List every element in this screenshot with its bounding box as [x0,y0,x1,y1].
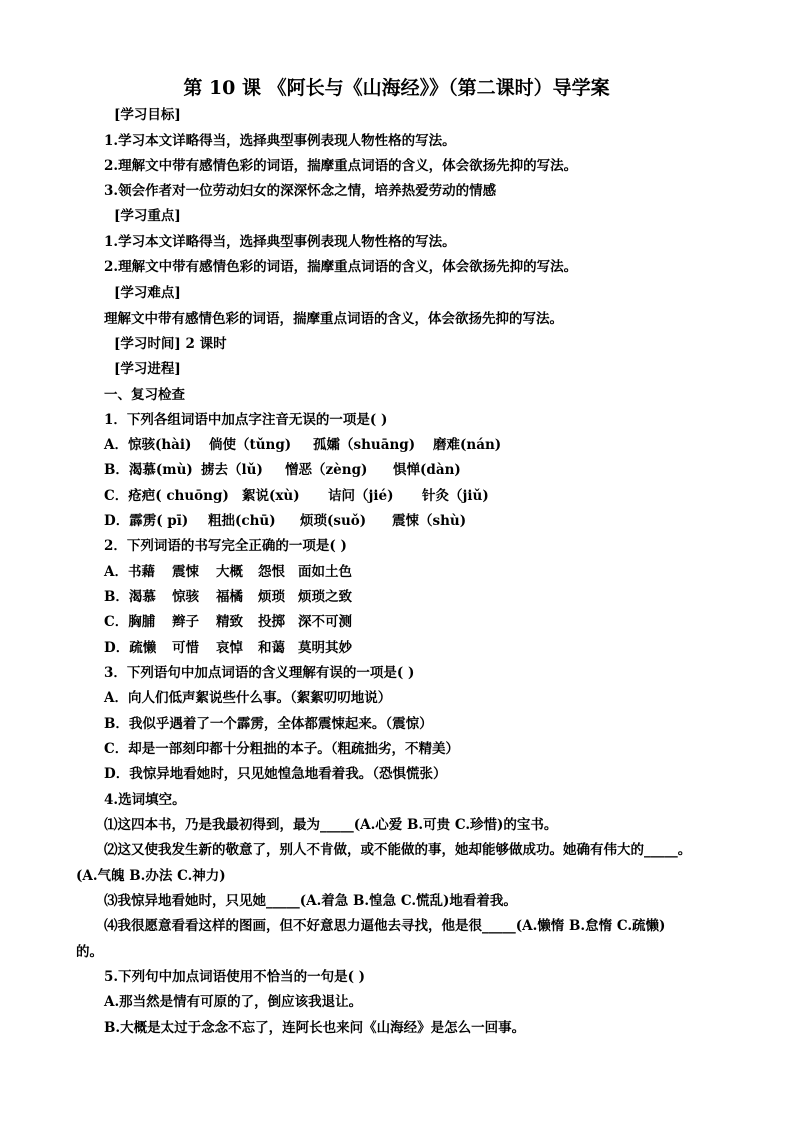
q1-b-1: B．渴慕(mù) [104,462,193,478]
q2-a-5: 面如土色 [298,564,352,580]
goal-2: 2.理解文中带有感情色彩的词语，揣摩重点词语的含义，体会欲扬先抑的写法。 [104,158,578,174]
q2-b-3: 福橘 [216,589,243,605]
q1-d-4: 震悚（shù) [392,513,467,529]
q2-option-d [104,639,352,657]
q1-b-2: 掳去（lǔ) [201,462,263,478]
q3-option-c: C．却是一部刻印都十分粗拙的本子。（粗疏拙劣，不精美） [104,741,459,757]
q1-c-2: 絮说(xù) [242,488,300,504]
q1-a-4: 磨难(nán) [433,437,502,453]
difficulty-text: 理解文中带有感情色彩的词语，揣摩重点词语的含义，体会欲扬先抑的写法。 [104,311,563,327]
focus-2: 2.理解文中带有感情色彩的词语，揣摩重点词语的含义，体会欲扬先抑的写法。 [104,259,578,275]
goals-header: [学习目标] [114,107,181,123]
q2-b-5: 烦琐之致 [298,589,352,605]
q1-a-1: A．惊骇(hài) [104,437,192,453]
q2-a-1: A．书藉 [104,564,155,580]
q1-option-d [104,512,466,530]
q4-item-4: ⑷我很愿意看看这样的图画，但不好意思力逼他去寻找，他是很_____(A.懒惰 B.怠惰 C.疏懒) [104,918,666,934]
q2-d-2: 可惜 [172,640,199,656]
goal-3: 3.领会作者对一位劳动妇女的深深怀念之情，培养热爱劳动的情感 [104,183,497,199]
q2-a-4: 怨恨 [258,564,285,580]
q5-stem: 5.下列句中加点词语使用不恰当的一句是( ) [104,969,366,985]
q2-d-4: 和蔼 [258,640,285,656]
q3-stem: 3．下列语句中加点词语的含义理解有误的一项是( ) [104,665,415,681]
q2-c-4: 投掷 [258,614,285,630]
q5-option-a: A.那当然是情有可原的了，倒应该我退让。 [104,994,363,1010]
q2-c-3: 精致 [216,614,243,630]
focus-header: [学习重点] [114,208,181,224]
q1-b-4: 惧惮(dàn) [393,462,461,478]
time-line: [学习时间] 2 课时 [114,336,227,352]
q2-option-c [104,613,352,631]
q2-a-2: 震悚 [172,564,199,580]
page-title: 第 10 课 《阿长与《山海经》》（第二课时）导学案 [183,77,610,99]
q1-d-3: 烦琐(suǒ) [300,513,367,529]
q5-option-b: B.大概是太过于念念不忘了，连阿长也来问《山海经》是怎么一回事。 [104,1020,526,1036]
q2-a-3: 大概 [216,564,243,580]
q1-c-1: C．疮疤( chuōng) [104,488,229,504]
q2-option-b [104,588,352,606]
q2-d-5: 莫明其妙 [298,640,352,656]
q2-option-a [104,563,352,581]
q2-b-4: 烦琐 [258,589,285,605]
q2-b-1: B．渴慕 [104,589,156,605]
q3-option-a: A．向人们低声絮说些什么事。（絮絮叨叨地说） [104,690,392,706]
q1-a-3: 孤孀（shuāng) [313,437,416,453]
q4-stem: 4.选词填空。 [104,792,186,808]
q2-c-2: 辫子 [172,614,199,630]
q4-item-3: ⑶我惊异地看她时，只见她_____(A.着急 B.惶急 C.慌乱)地看着我。 [104,893,517,909]
goal-1: 1.学习本文详略得当，选择典型事例表现人物性格的写法。 [104,133,456,149]
q4-item-4-end: 的。 [76,944,103,960]
q1-d-2: 粗拙(chū) [208,513,276,529]
q1-b-3: 憎恶（zèng) [285,462,368,478]
q1-c-3: 诘问（jié) [328,488,394,504]
difficulty-header: [学习难点] [114,285,181,301]
q1-c-4: 针灸（jiǔ) [422,488,489,504]
q2-c-5: 深不可测 [298,614,352,630]
q1-a-2: 倘使（tǔng) [209,437,292,453]
section-1-heading: 一、复习检查 [104,387,185,403]
q2-stem: 2．下列词语的书写完全正确的一项是( ) [104,538,347,554]
q2-d-3: 哀悼 [216,640,243,656]
q1-option-b [104,461,461,479]
q2-d-1: D．疏懒 [104,640,157,656]
q2-b-2: 惊骇 [172,589,199,605]
q1-d-1: D．霹雳( pī) [104,513,189,529]
q4-item-2-options: (A.气魄 B.办法 C.神力) [76,868,226,884]
q4-item-1: ⑴这四本书，乃是我最初得到，最为_____(A.心爱 B.可贵 C.珍惜)的宝书。 [104,817,558,833]
q3-option-b: B．我似乎遇着了一个霹雳，全体都震悚起来。（震惊） [104,716,433,732]
q1-option-a [104,436,501,454]
focus-1: 1.学习本文详略得当，选择典型事例表现人物性格的写法。 [104,234,456,250]
q4-item-2: ⑵这又使我发生新的敬意了，别人不肯做，或不能做的事，她却能够做成功。她确有伟大的_____。 [104,842,692,858]
q2-c-1: C．胸脯 [104,614,156,630]
process-header: [学习进程] [114,361,181,377]
q3-option-d: D．我惊异地看她时，只见她惶急地看着我。（恐惧慌张） [104,766,447,782]
q1-stem: 1．下列各组词语中加点字注音无误的一项是( ) [104,412,388,428]
q1-option-c [104,487,489,505]
